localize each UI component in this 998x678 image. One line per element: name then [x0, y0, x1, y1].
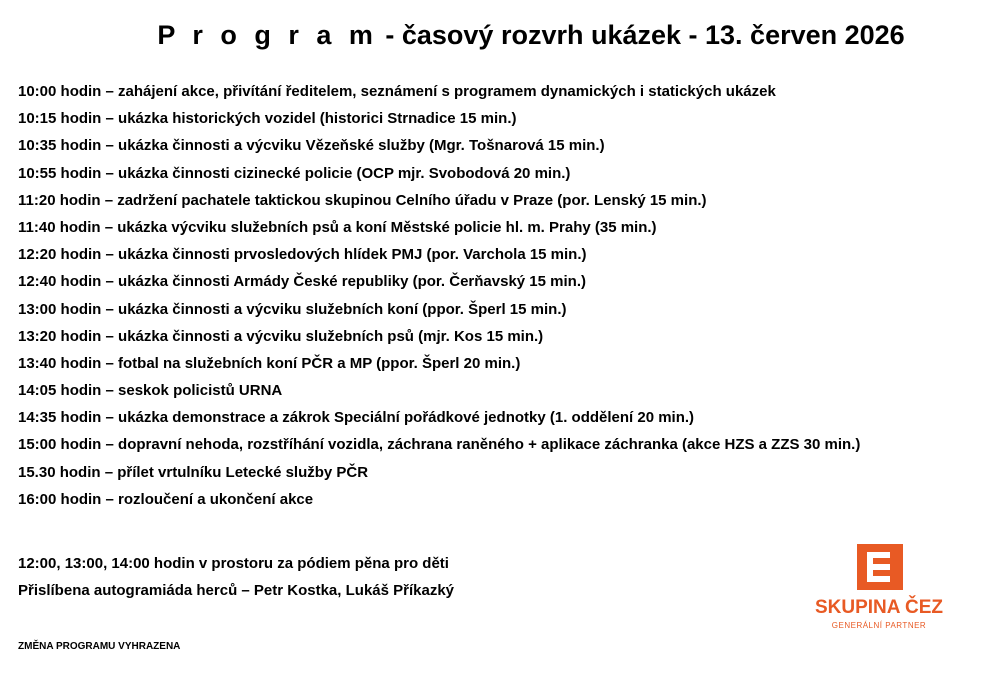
cez-partner-logo — [812, 544, 946, 636]
schedule-item: 14:35 hodin – ukázka demonstrace a zákrok Speciální pořádkové jednotky (1. oddělení 20 min.) — [18, 409, 695, 427]
cez-logo-icon — [857, 544, 903, 590]
logo-subtitle: GENERÁLNÍ PARTNER — [831, 621, 927, 630]
title-program-word: P r o g r a m — [157, 20, 378, 50]
schedule-item: 12:20 hodin – ukázka činnosti prvosledových hlídek PMJ (por. Varchola 15 min.) — [18, 246, 587, 264]
schedule-item: 11:20 hodin – zadržení pachatele taktickou skupinou Celního úřadu v Praze (por. Lenský 15 min.) — [18, 191, 707, 209]
note-item: Přislíbena autogramiáda herců – Petr Kostka, Lukáš Příkazký — [18, 582, 455, 599]
note-item: 12:00, 13:00, 14:00 hodin v prostoru za pódiem pěna pro děti — [18, 555, 449, 572]
schedule-item: 10:35 hodin – ukázka činnosti a výcviku Vězeňské služby (Mgr. Tošnarová 15 min.) — [18, 137, 605, 155]
schedule-item: 10:15 hodin – ukázka historických vozidel (historici Strnadice 15 min.) — [18, 110, 517, 128]
schedule-item: 15.30 hodin – přílet vrtulníku Letecké služby PČR — [18, 463, 369, 481]
schedule-item: 15:00 hodin – dopravní nehoda, rozstříhání vozidla, záchrana raněného + aplikace záchranka (akce HZS a ZZS 30 min.) — [18, 436, 861, 454]
schedule-item: 11:40 hodin – ukázka výcviku služebních psů a koní Městské policie hl. m. Prahy (35 min.) — [18, 218, 657, 236]
schedule-list — [18, 78, 860, 513]
logo-name: SKUPINA ČEZ — [814, 597, 944, 618]
title-rest: - časový rozvrh ukázek - 13. červen 2026 — [377, 20, 905, 50]
schedule-item: 14:05 hodin – seskok policistů URNA — [18, 382, 283, 400]
schedule-item: 16:00 hodin – rozloučení a ukončení akce — [18, 490, 314, 508]
program-change-disclaimer: ZMĚNA PROGRAMU VYHRAZENA — [18, 641, 181, 652]
schedule-item: 13:00 hodin – ukázka činnosti a výcviku služebních koní (ppor. Šperl 15 min.) — [18, 300, 567, 318]
schedule-item: 13:20 hodin – ukázka činnosti a výcviku služebních psů (mjr. Kos 15 min.) — [18, 327, 544, 345]
schedule-item: 10:00 hodin – zahájení akce, přivítání ředitelem, seznámení s programem dynamických i statických ukázek — [18, 83, 776, 100]
page-title — [0, 20, 998, 51]
schedule-item: 10:55 hodin – ukázka činnosti cizinecké policie (OCP mjr. Svobodová 20 min.) — [18, 164, 571, 182]
notes-list — [18, 550, 454, 604]
schedule-item: 12:40 hodin – ukázka činnosti Armády České republiky (por. Čerňavský 15 min.) — [18, 273, 586, 291]
schedule-item: 13:40 hodin – fotbal na služebních koní PČR a MP (ppor. Šperl 20 min.) — [18, 354, 521, 372]
